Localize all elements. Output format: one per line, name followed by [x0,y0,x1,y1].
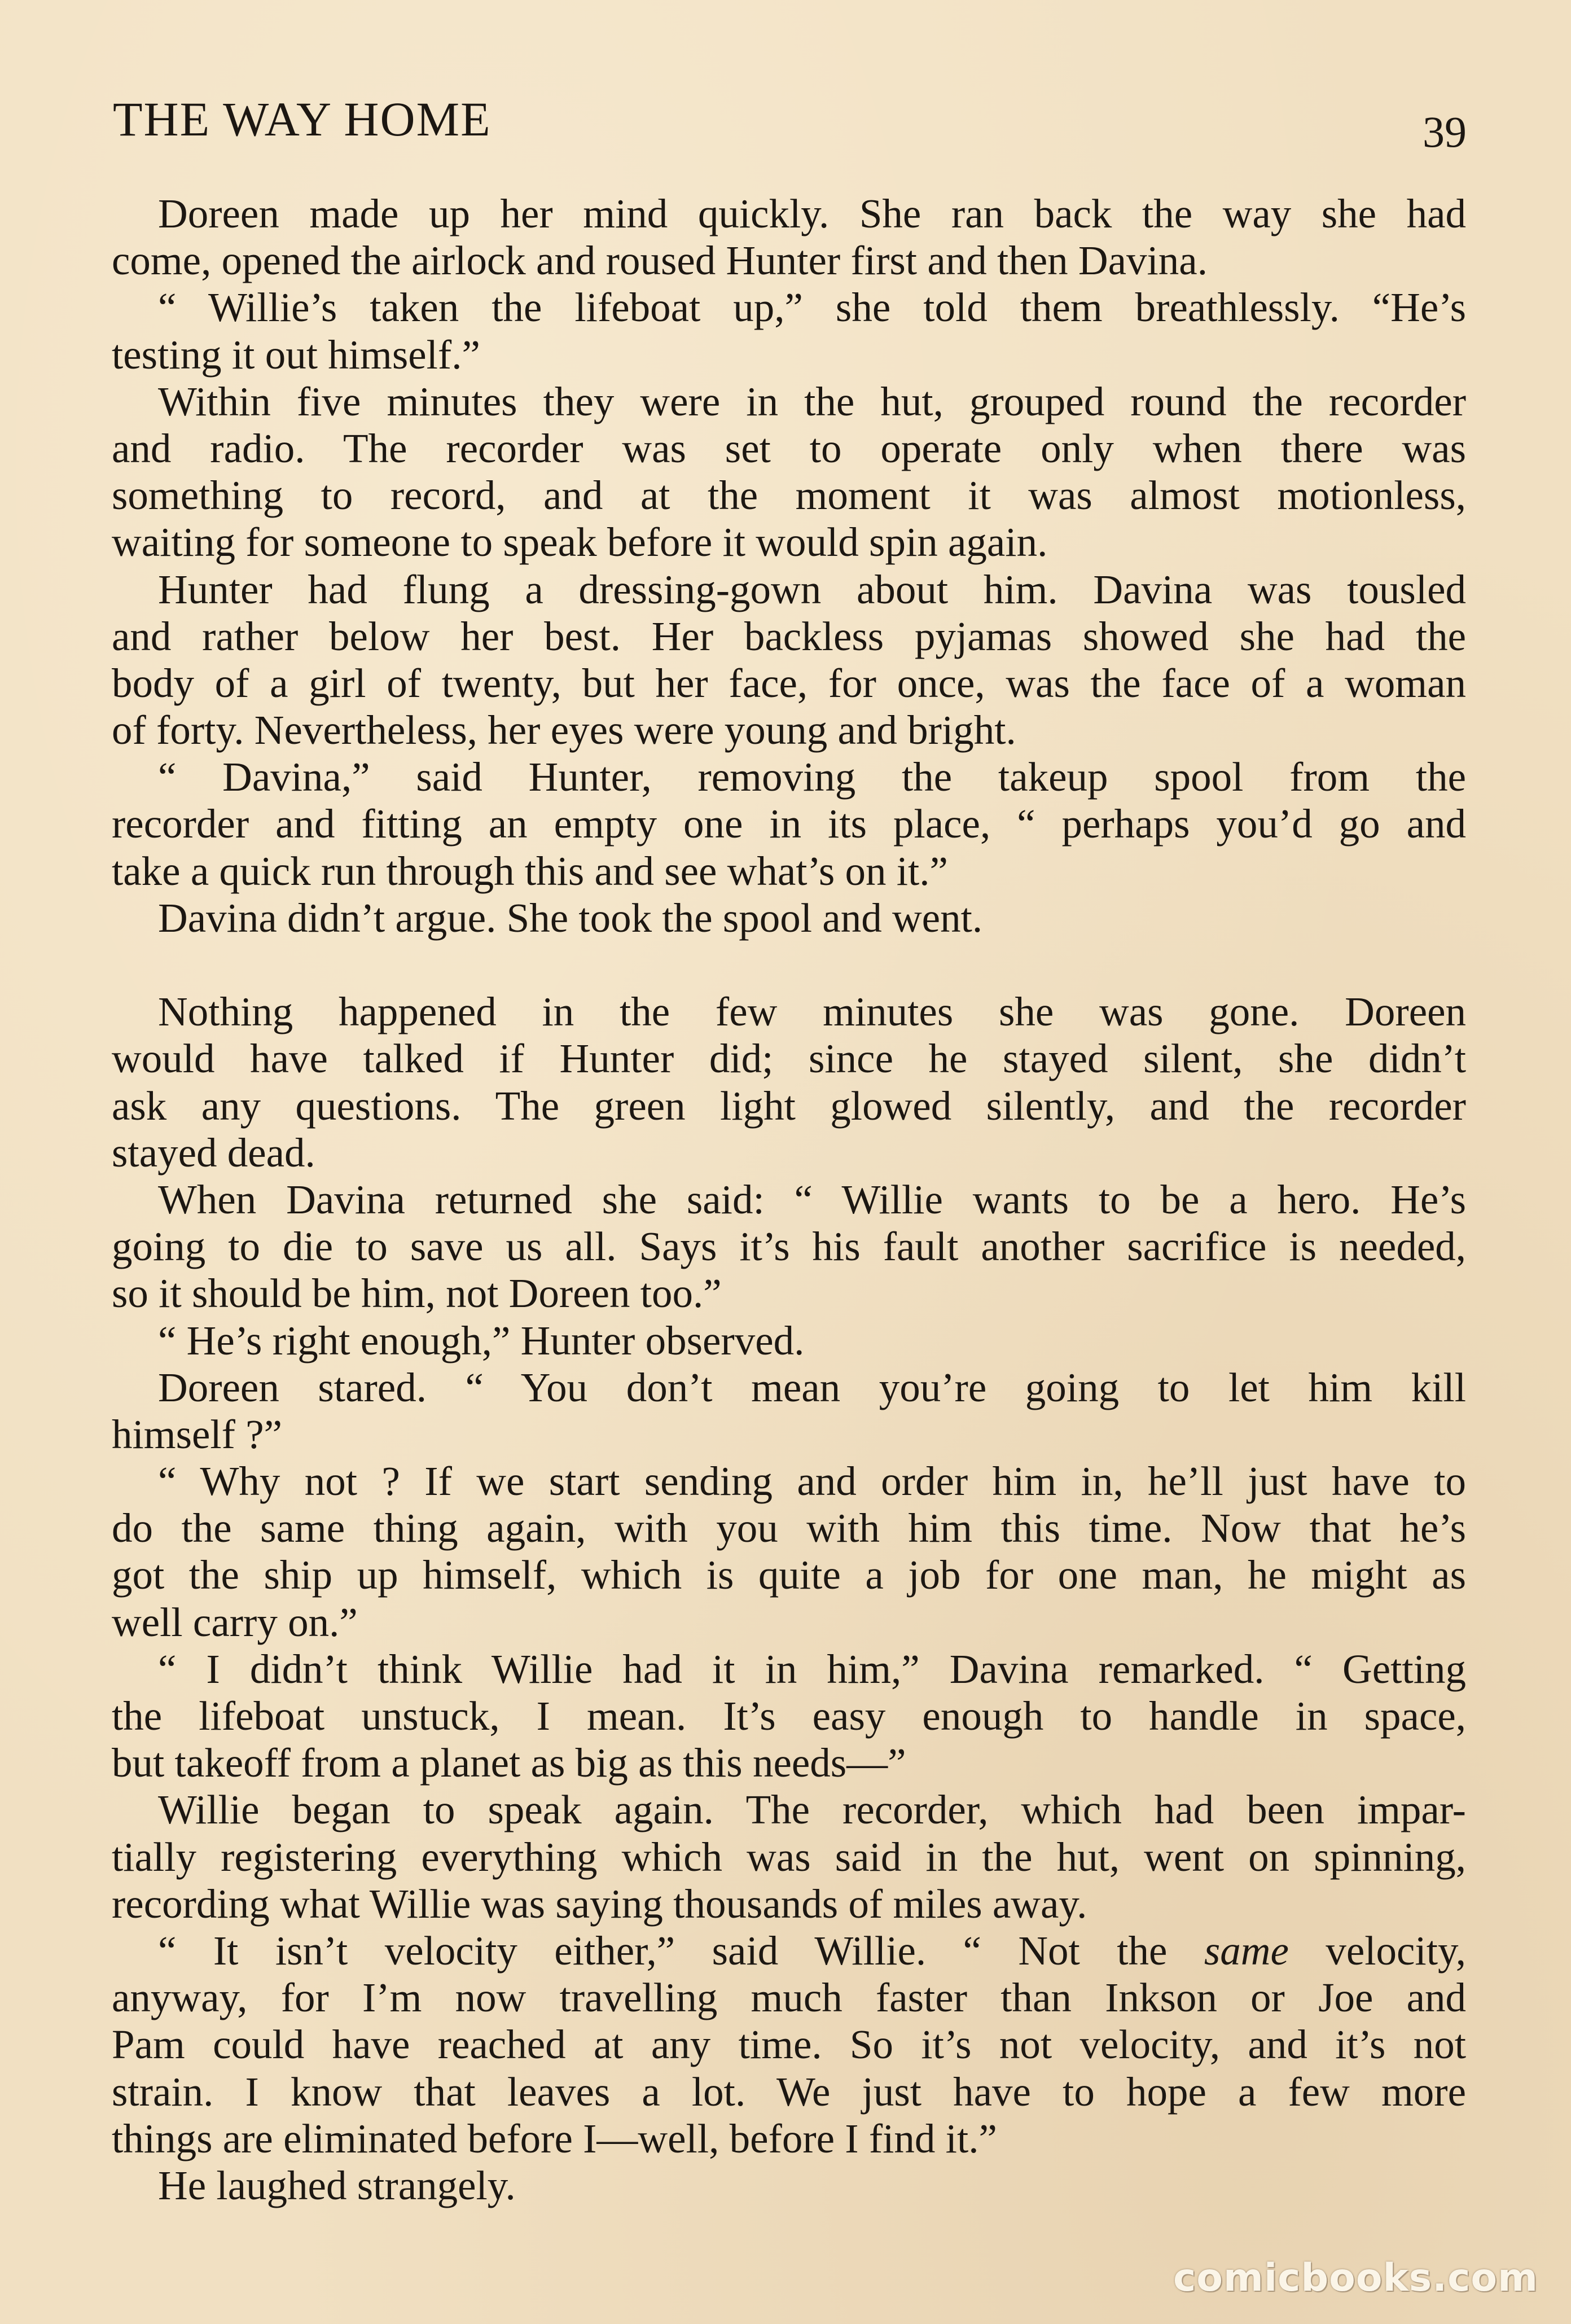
text-line: “ Why not ? If we start sending and order him in, he’ll just have to [158,1458,1466,1505]
text-line: and radio. The recorder was set to operate only when there was [112,425,1466,471]
text-line: stayed dead. [112,1129,315,1176]
text-line: recorder and fitting an empty one in its place, “ perhaps you’d go and [112,801,1466,847]
text-line: would have talked if Hunter did; since he stayed silent, she didn’t [112,1036,1466,1082]
text-line: and rather below her best. Her backless pyjamas showed she had the [112,613,1466,659]
body-text [112,190,1466,2209]
text-line: do the same thing again, with you with him this time. Now that he’s [112,1505,1466,1551]
page-number: 39 [1423,107,1467,156]
text-line: Within five minutes they were in the hut, grouped round the recorder [158,378,1466,424]
text-line: Nothing happened in the few minutes she was gone. Doreen [158,989,1466,1035]
text-line: “ He’s right enough,” Hunter observed. [158,1317,805,1363]
text-line: Hunter had flung a dressing-gown about him. Davina was tousled [158,566,1466,612]
text-line: but takeoff from a planet as big as this needs—” [112,1740,906,1786]
text-line: “ Willie’s taken the lifeboat up,” she told them breathlessly. “He’s [158,284,1466,331]
text-line: Doreen made up her mind quickly. She ran back the way she had [158,191,1466,236]
text-line: tially registering everything which was said in the hut, went on spinning, [112,1834,1466,1880]
text-line: Davina didn’t argue. She took the spool and went. [158,894,983,941]
text-line: well carry on.” [112,1599,358,1645]
text-line: take a quick run through this and see what’s on it.” [112,848,948,894]
text-line: something to record, and at the moment it was almost motionless, [112,472,1466,519]
text-line: waiting for someone to speak before it would spin again. [112,519,1048,565]
section-break [112,941,1466,988]
text-line: come, opened the airlock and roused Hunter first and then Davina. [112,238,1208,284]
text-line: things are eliminated before I—well, before I find it.” [112,2115,997,2161]
text-line: Pam could have reached at any time. So it’s not velocity, and it’s not [112,2022,1466,2068]
text-line: recording what Willie was saying thousands of miles away. [112,1880,1087,1927]
site-watermark: comicbooks.com [1173,2256,1538,2300]
text-line: ask any questions. The green light glowed silently, and the recorder [112,1082,1466,1129]
text-line: body of a girl of twenty, but her face, for once, was the face of a woman [112,660,1466,706]
text-line: of forty. Nevertheless, her eyes were young and bright. [112,707,1016,753]
text-line: “ It isn’t velocity either,” said Willie. “ Not the same velocity, [158,1927,1467,1974]
text-line: Doreen stared. “ You don’t mean you’re going to let him kill [158,1364,1466,1410]
text-line: testing it out himself.” [112,331,480,378]
text-line: When Davina returned she said: “ Willie wants to be a hero. He’s [158,1176,1466,1222]
text-line: so it should be him, not Doreen too.” [112,1270,722,1317]
text-line: “ Davina,” said Hunter, removing the takeup spool from the [158,754,1466,800]
text-line: “ I didn’t think Willie had it in him,” Davina remarked. “ Getting [158,1646,1466,1692]
text-line: Willie began to speak again. The recorder, which had been impar- [158,1787,1466,1833]
running-head: THE WAY HOME [113,92,492,146]
text-line: going to die to save us all. Says it’s his fault another sacrifice is needed, [112,1224,1466,1270]
text-line: got the ship up himself, which is quite a job for one man, he might as [112,1552,1466,1598]
text-line: He laughed strangely. [158,2162,516,2208]
text-line: himself ?” [112,1411,283,1457]
text-line: anyway, for I’m now travelling much faster than Inkson or Joe and [112,1975,1466,2021]
text-line: the lifeboat unstuck, I mean. It’s easy enough to handle in space, [112,1693,1466,1739]
text-line: strain. I know that leaves a lot. We just have to hope a few more [112,2068,1466,2115]
